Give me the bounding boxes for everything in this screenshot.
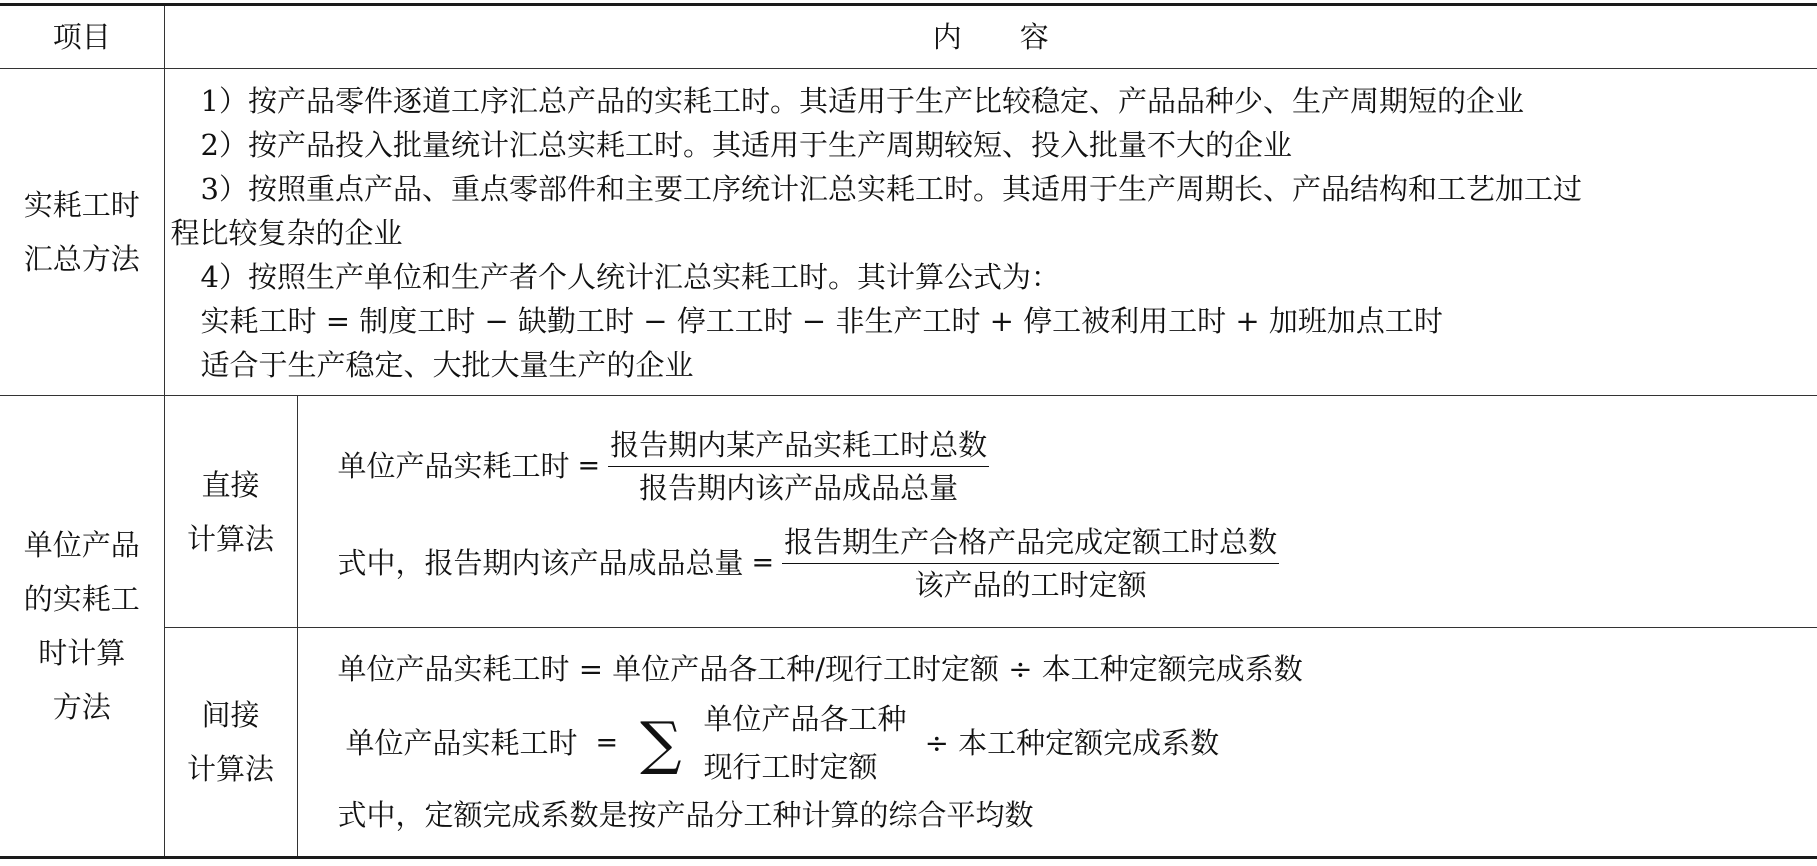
unit-label-line: 的实耗工 bbox=[23, 582, 140, 616]
formula-lhs: 式中，报告期内该产品成品总量 bbox=[337, 546, 744, 580]
formula-rhs: ÷ 本工种定额完成系数 bbox=[924, 726, 1220, 760]
indirect-label-line: 间接 bbox=[201, 698, 260, 732]
sigma-operand-bottom: 现行工时定额 bbox=[703, 750, 878, 784]
header-content-char-2: 容 bbox=[1019, 20, 1049, 54]
header-item-label: 项目 bbox=[52, 20, 111, 54]
summary-formula-line: 实耗工时 = 制度工时 − 缺勤工时 − 停工工时 − 非生产工时 + 停工被利用工时 + 加班加点工时 bbox=[200, 304, 1443, 338]
indirect-note: 式中，定额完成系数是按产品分工种计算的综合平均数 bbox=[337, 798, 1034, 832]
direct-label-line: 直接 bbox=[201, 467, 260, 502]
unit-label-line: 方法 bbox=[52, 690, 111, 724]
unit-label-cell bbox=[0, 396, 164, 858]
fraction bbox=[608, 426, 989, 507]
sigma-symbol: ∑ bbox=[640, 709, 682, 777]
indirect-formula-1: 单位产品实耗工时 = 单位产品各工种/现行工时定额 ÷ 本工种定额完成系数 bbox=[337, 652, 1303, 686]
summary-line: 2）按产品投入批量统计汇总实耗工时。其适用于生产周期较短、投入批量不大的企业 bbox=[200, 128, 1292, 162]
formula-lhs: 单位产品实耗工时 bbox=[337, 449, 570, 483]
equals-sign: = bbox=[751, 547, 775, 578]
header-item-cell bbox=[0, 5, 164, 69]
unit-label-line: 单位产品 bbox=[23, 528, 140, 562]
indirect-method-row bbox=[0, 628, 1817, 858]
direct-formula-cell bbox=[297, 396, 1817, 628]
indirect-formula-cell bbox=[297, 628, 1817, 858]
summary-row bbox=[0, 69, 1817, 396]
summary-label-cell bbox=[0, 69, 164, 396]
direct-method-label-cell bbox=[164, 396, 297, 628]
summary-line: 1）按产品零件逐道工序汇总产品的实耗工时。其适用于生产比较稳定、产品品种少、生产周期短的企业 bbox=[200, 84, 1524, 118]
summary-line: 程比较复杂的企业 bbox=[170, 216, 403, 250]
indirect-label-line: 计算法 bbox=[186, 752, 274, 786]
formula-lhs: 单位产品实耗工时 bbox=[345, 726, 578, 760]
summary-content-cell bbox=[164, 69, 1817, 396]
fraction-numerator: 报告期生产合格产品完成定额工时总数 bbox=[782, 523, 1279, 564]
indirect-method-label-cell bbox=[164, 628, 297, 858]
sigma-operand-top: 单位产品各工种 bbox=[703, 702, 907, 736]
sigma-operand-stack bbox=[704, 695, 907, 791]
direct-formula-1 bbox=[338, 426, 1817, 507]
fraction-denominator: 报告期内该产品成品总量 bbox=[639, 470, 959, 505]
equals-sign: = bbox=[595, 727, 619, 758]
fraction-numerator: 报告期内某产品实耗工时总数 bbox=[608, 426, 989, 467]
fraction-denominator: 该产品的工时定额 bbox=[914, 567, 1147, 602]
fraction bbox=[782, 523, 1279, 604]
summary-label-line: 实耗工时 bbox=[23, 188, 140, 222]
table-header-row bbox=[0, 5, 1817, 69]
summary-line: 4）按照生产单位和生产者个人统计汇总实耗工时。其计算公式为： bbox=[200, 260, 1060, 294]
method-table bbox=[0, 3, 1817, 859]
direct-formula-2 bbox=[338, 523, 1817, 604]
unit-label-line: 时计算 bbox=[38, 636, 126, 670]
summary-line: 适合于生产稳定、大批大量生产的企业 bbox=[200, 348, 694, 382]
direct-label-line: 计算法 bbox=[186, 521, 274, 556]
direct-method-row bbox=[0, 396, 1817, 628]
header-content-char-1: 内 bbox=[932, 20, 962, 54]
summary-label-line: 汇总方法 bbox=[23, 242, 140, 276]
header-content-cell bbox=[164, 5, 1817, 69]
summary-line: 3）按照重点产品、重点零部件和主要工序统计汇总实耗工时。其适用于生产周期长、产品结构和工艺加工过 bbox=[200, 172, 1582, 206]
equals-sign: = bbox=[577, 450, 601, 481]
indirect-formula-2 bbox=[346, 695, 1817, 791]
